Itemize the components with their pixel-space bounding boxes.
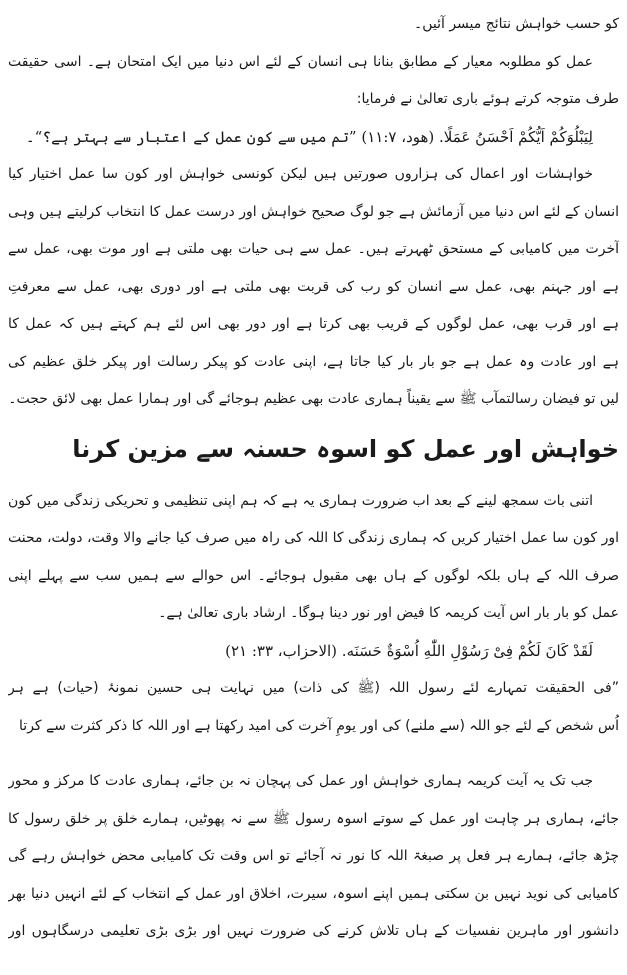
text-line: چڑھ جائے، ہمارے ہر فعل پر صبغۃ اللہ کا نور نہ آجائے تو اس وقت تک کامیابی محض خواہش رہے گی: [8, 848, 619, 864]
text-line: طرف متوجہ کرتے ہوئے باری تعالیٰ نے فرمایا:: [356, 91, 619, 107]
quran-verse: لَقَدْ كَانَ لَكُمْ فِىْ رَسُوْلِ اللّٰهِ اُسْوَةٌ حَسَنَه. (الاحزاب، ۳۳: ۲۱): [225, 641, 593, 660]
text-line: عمل کو بار بار اس آیت کریمہ کا فیض اور نور دینا ہوگا۔ ارشاد باری تعالیٰ ہے۔: [158, 605, 619, 621]
text-line: اور کون سا عمل اختیار کریں کہ ہماری زندگی کا اللہ کی راہ میں صرف کیا جانے والا وقت، دولت، محنت: [8, 530, 619, 546]
text-line: صرف اللہ کے ہاں بلکہ لوگوں کے ہاں بھی مقبول ہوجائے۔ اس حوالے سے ہمیں سب سے پہلے اپنی: [8, 567, 619, 584]
text-line: کو حسب خواہش نتائج میسر آئیں۔: [414, 16, 619, 32]
text-line: عمل کو مطلوبہ معیار کے مطابق بنانا ہی انسان کے لئے اس دنیا میں ایک امتحان ہے۔ اسی حقیقت: [8, 53, 593, 70]
text-line: انسان کے لئے اس دنیا میں آزمائش ہے جو لوگ صحیح خواہش اور درست عمل کا انتخاب کرلیتے ہیں وہی: [8, 203, 619, 220]
text-line: خواہشات اور اعمال کی ہزاروں صورتیں ہیں لیکن کونسی خواہش اور کون سا عمل اختیار کیا: [8, 166, 593, 182]
text-line: ہے اور عادت وہ عمل ہے جو بار بار کیا جاتا ہے، اپنی عادت کو پیکر رسالت اور پیکر خلق عظیم کی: [8, 353, 619, 370]
text-line: کامیابی کی نوید نہیں بن سکتی ہمیں اپنے اسوہ، سیرت، اخلاق اور عمل کے انتخاب کے لئے انہیں دنیا بھر: [8, 885, 619, 902]
text-line: لیں تو فیضان رسالتمآب ﷺ سے یقیناً ہماری عادت بھی عظیم ہوجائے گی اور ہمارا عمل بھی لائق حجت۔: [8, 391, 619, 407]
text-line: جب تک یہ آیت کریمہ ہماری خواہش اور عمل کی پہچان نہ بن جائے، ہماری عادت کا مرکز و محور: [8, 773, 593, 789]
text-line: جائے، ہماری ہر چاہت اور عمل کے سوتے اسوہ رسول ﷺ سے نہ پھوٹیں، ہمارے خلق پر خلق رسول کا: [8, 810, 619, 827]
text-line: دانشور اور ماہرین نفسیات کے ہاں تلاش کرنے کی ضرورت نہیں اور بڑی بڑی تعلیمی درسگاہوں اور: [8, 923, 619, 939]
paragraph-gap: [8, 745, 619, 763]
text-line: ہے اور جہنم بھی، عمل سے انسان کو رب کی قربت بھی ملتی ہے اور دوری بھی، عمل سے معرفتِ: [8, 278, 619, 295]
quran-verse: لِيَبْلُوَكُمْ اَيُّكُمْ اَحْسَنُ عَمَلًا. (ھود، ۱۱:۷) ”تم میں سے کون عمل کے اعتبار سے بہتر ہے؟“۔: [25, 127, 593, 146]
translation-line: اُس شخص کے لئے جو اللہ (سے ملنے) کی اور یومِ آخرت کی امید رکھتا ہے اور اللہ کا ذکر کثرت سے کرتا: [19, 717, 619, 734]
text-line: آخرت میں کامیابی کے مستحق ٹھہرتے ہیں۔ عمل سے ہی حیات بھی ملتی ہے اور موت بھی، عمل سے: [8, 241, 619, 257]
text-line: ہے اور قرب بھی، عمل لوگوں کے قریب بھی کرتا ہے اور دور بھی اس لئے ہم کہتے ہیں کہ عمل کا: [8, 316, 619, 332]
translation-line: ”فی الحقیقت تمہارے لئے رسول اللہ (ﷺ کی ذات) میں نہایت ہی حسین نمونۂ (حیات) ہے ہر: [8, 680, 619, 696]
section-heading: خواہش اور عمل کو اسوہ حسنہ سے مزین کرنا: [72, 434, 619, 463]
text-line: اتنی بات سمجھ لینے کے بعد اب ضرورت ہماری یہ ہے کہ ہم اپنی تنظیمی و تحریکی زندگی میں کون: [8, 492, 593, 509]
